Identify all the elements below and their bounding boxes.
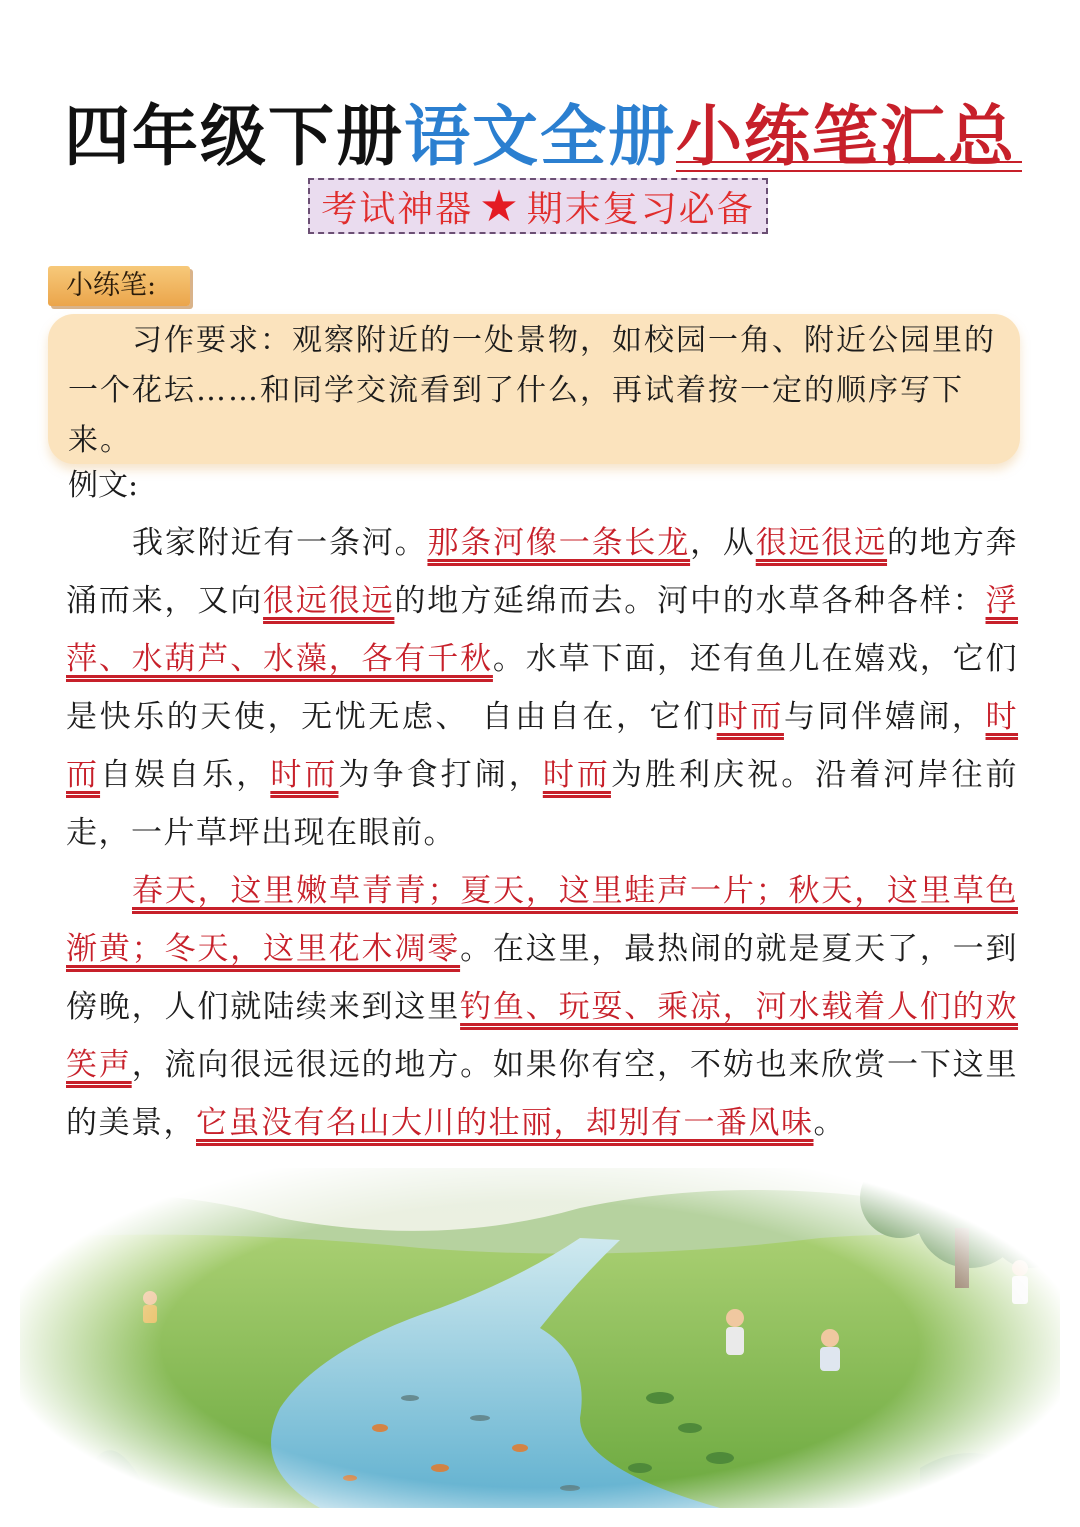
highlighted-phrase: 时而 xyxy=(716,699,784,735)
star-icon: ★ xyxy=(479,180,521,232)
essay-text: 。水草下面，还有鱼儿在嬉戏，它们是快乐的天使，无忧无虑、 自由自在，它们 xyxy=(66,641,1019,735)
essay-paragraph-1 xyxy=(66,514,1018,862)
subtitle-right: 期末复习必备 xyxy=(526,188,755,230)
title-topic: 小练笔汇总 xyxy=(676,92,1016,182)
highlighted-phrase: 浮萍、水葫芦、水藻，各有千秋 xyxy=(66,583,1019,677)
essay-text: 的地方延绵而去。河中的水草各种各样： xyxy=(394,583,986,619)
essay-text: 。在这里，最热闹的就是夏天了，一到傍晚，人们就陆续来到这里 xyxy=(66,931,1019,1025)
river-scene-illustration xyxy=(20,1168,1060,1508)
essay-paragraph-2 xyxy=(66,862,1018,1152)
essay-text: 的地方奔涌而来，又向 xyxy=(66,525,1019,619)
subtitle-left: 考试神器 xyxy=(321,188,474,230)
essay-text: 。 xyxy=(813,1105,846,1141)
highlighted-phrase: 时而 xyxy=(66,699,1019,793)
river-scene-svg xyxy=(20,1168,1060,1508)
essay-text: ，流向很远很远的地方。如果你有空，不妨也来欣赏一下这里的美景， xyxy=(66,1047,1019,1141)
essay-text: ，从 xyxy=(690,525,756,561)
page-title xyxy=(0,92,1080,182)
highlighted-phrase: 春天，这里嫩草青青；夏天，这里蛙声一片；秋天，这里草色渐黄；冬天，这里花木凋零 xyxy=(66,873,1018,967)
section-tag: 小练笔: xyxy=(48,266,190,306)
highlighted-phrase: 时而 xyxy=(542,757,611,793)
highlighted-phrase: 那条河像一条长龙 xyxy=(427,525,691,561)
essay-text: 与同伴嬉闹， xyxy=(783,699,986,735)
highlighted-phrase: 钓鱼、玩耍、乘凉，河水载着人们的欢笑声 xyxy=(66,989,1019,1083)
essay-text: 为争食打闹， xyxy=(338,757,543,793)
title-grade: 四年级下册 xyxy=(64,98,404,175)
example-essay xyxy=(66,514,1018,1152)
essay-text: 自娱自乐， xyxy=(100,757,271,793)
title-subject: 语文全册 xyxy=(404,98,676,175)
highlighted-phrase: 时而 xyxy=(270,757,339,793)
essay-text: 我家附近有一条河。 xyxy=(132,525,428,561)
essay-text: 为胜利庆祝。沿着河岸往前走，一片草坪出现在眼前。 xyxy=(66,757,1019,851)
highlighted-phrase: 很远很远 xyxy=(755,525,888,561)
highlighted-phrase: 很远很远 xyxy=(263,583,395,619)
requirement-text: 习作要求：观察附近的一处景物，如校园一角、附近公园里的一个花坛……和同学交流看到了什么，再试着按一定的顺序写下来。 xyxy=(68,323,996,458)
highlighted-phrase: 它虽没有名山大川的壮丽，却别有一番风味 xyxy=(196,1105,814,1141)
example-label: 例文: xyxy=(68,468,139,503)
subtitle-banner xyxy=(308,178,768,234)
